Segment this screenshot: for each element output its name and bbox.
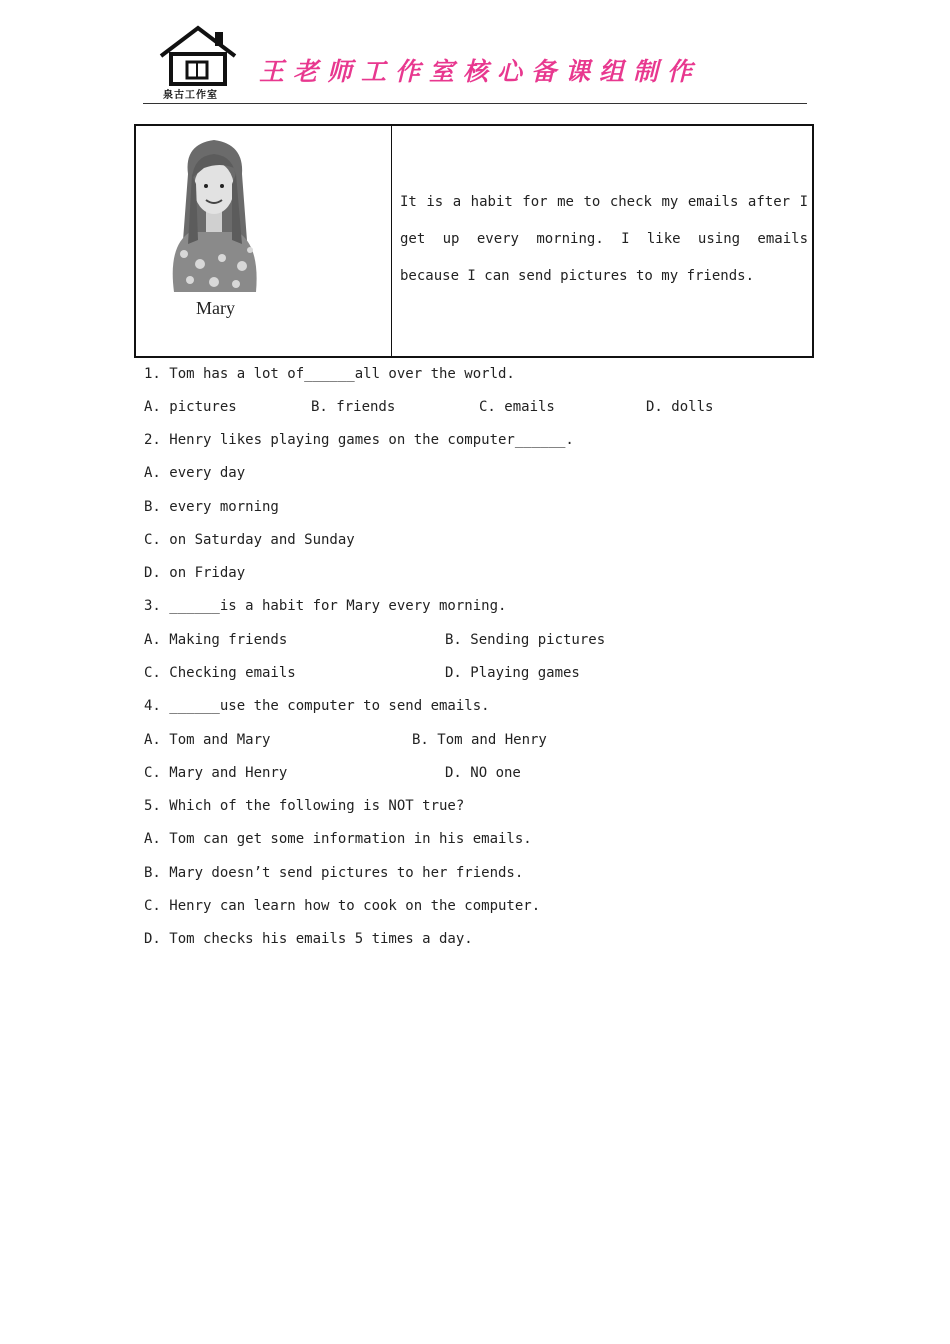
profile-name: Mary <box>196 298 235 318</box>
q3-option-b: B. Sending pictures <box>445 632 606 648</box>
q3-option-a: A. Making friends <box>144 632 288 648</box>
q2-option-d: D. on Friday <box>144 565 246 581</box>
profile-table <box>134 124 814 358</box>
q2-option-b: B. every morning <box>144 499 279 515</box>
q4-option-a: A. Tom and Mary <box>144 732 271 748</box>
q1-option-b: B. friends <box>311 399 396 415</box>
page-header <box>143 22 807 104</box>
q1-option-a: A. pictures <box>144 399 237 415</box>
logo-text: 泉古工作室 <box>163 90 218 101</box>
question-5: 5. Which of the following is NOT true? <box>144 798 465 814</box>
q4-option-b: B. Tom and Henry <box>412 732 547 748</box>
q2-option-a: A. every day <box>144 465 246 481</box>
q3-option-d: D. Playing games <box>445 665 580 681</box>
q4-option-d: D. NO one <box>445 765 521 781</box>
q1-option-d: D. dolls <box>646 399 714 415</box>
q5-option-c: C. Henry can learn how to cook on the computer. <box>144 898 541 914</box>
q4-option-c: C. Mary and Henry <box>144 765 288 781</box>
profile-text: It is a habit for me to check my emails after I get up every morning. I like using emails because I can send pictures to my friends. <box>400 194 808 284</box>
question-2: 2. Henry likes playing games on the computer______. <box>144 432 574 448</box>
header-banner: 王老师工作室核心备课组制作 <box>259 57 702 86</box>
question-3: 3. ______is a habit for Mary every morning. <box>144 598 507 614</box>
table-divider <box>391 126 392 356</box>
question-4: 4. ______use the computer to send emails. <box>144 698 490 714</box>
header-divider <box>143 103 807 104</box>
q2-option-c: C. on Saturday and Sunday <box>144 532 355 548</box>
q5-option-a: A. Tom can get some information in his emails. <box>144 831 532 847</box>
q3-option-c: C. Checking emails <box>144 665 296 681</box>
girl-portrait-icon <box>160 134 268 292</box>
q5-option-d: D. Tom checks his emails 5 times a day. <box>144 931 473 947</box>
q5-option-b: B. Mary doesn’t send pictures to her friends. <box>144 865 524 881</box>
question-1: 1. Tom has a lot of______all over the world. <box>144 366 515 382</box>
q1-option-c: C. emails <box>479 399 555 415</box>
